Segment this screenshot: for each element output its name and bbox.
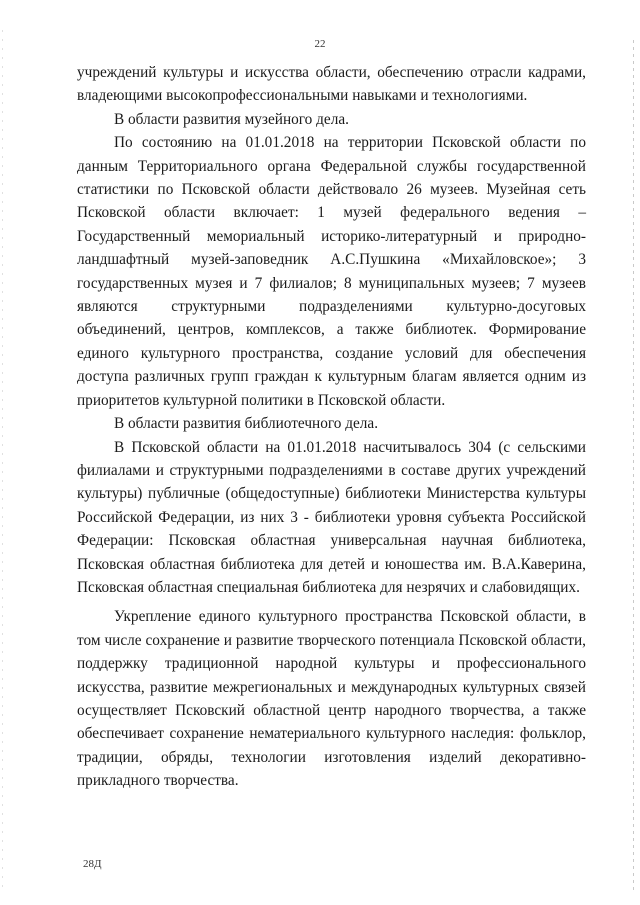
section-heading-museums: В области развития музейного дела. xyxy=(114,110,349,128)
paragraph-continuation: учреждений культуры и искусства области, обеспечению отрасли кадрами, владеющими высокопрофессиональными навыками и технологиями. xyxy=(77,64,586,105)
scan-edge-right xyxy=(633,40,634,890)
paragraph-folk-culture: Укрепление единого культурного пространства Псковской области, в том числе сохранение и развитие творческого потенциала Псковской области, поддержку традиционной народной культуры и профессионального искусства, развитие межрегиональных и международных культурных связей осуществляет Псковский областной центр народного творчества, а также обеспечивает сохранение нематериального культурного наследия: фольклор, традиции, обряды, технологии изготовления изделий декоративно-прикладного творчества. xyxy=(77,608,586,790)
section-heading-libraries: В области развития библиотечного дела. xyxy=(114,415,379,433)
paragraph-libraries: В Псковской области на 01.01.2018 насчитывалось 304 (с сельскими филиалами и структурными подразделениями в составе других учреждений культуры) публичные (общедоступные) библиотеки Министерства культуры Российской Федерации, из них 3 - библиотеки уровня субъекта Российской Федерации: Псковская областная универсальная научная библиотека, Псковская областная библиотека для детей и юношества им. В.А.Каверина, Псковская областная специальная библиотека для незрячих и слабовидящих. xyxy=(77,438,586,596)
footer-code: 28Д xyxy=(83,858,102,870)
page-number: 22 xyxy=(314,38,326,50)
paragraph-museums: По состоянию на 01.01.2018 на территории Псковской области по данным Территориального органа Федеральной службы государственной статистики по Псковской области действовало 26 музеев. Музейная сеть Псковской области включает: 1 музей федерального ведения – Государственный мемориальный историко-литературный и природно-ландшафтный музей-заповедник А.С.Пушкина «Михайловское»; 3 государственных музея и 7 филиалов; 8 муниципальных музеев; 7 музеев являются структурными подразделениями культурно-досуговых объединений, центров, комплексов, а также библиотек. Формирование единого культурного пространства, создание условий для обеспечения доступа различных групп граждан к культурным благам является одним из приоритетов культурной политики в Псковской области. xyxy=(77,134,586,409)
document-body xyxy=(77,61,586,793)
scan-edge-left xyxy=(2,30,3,890)
